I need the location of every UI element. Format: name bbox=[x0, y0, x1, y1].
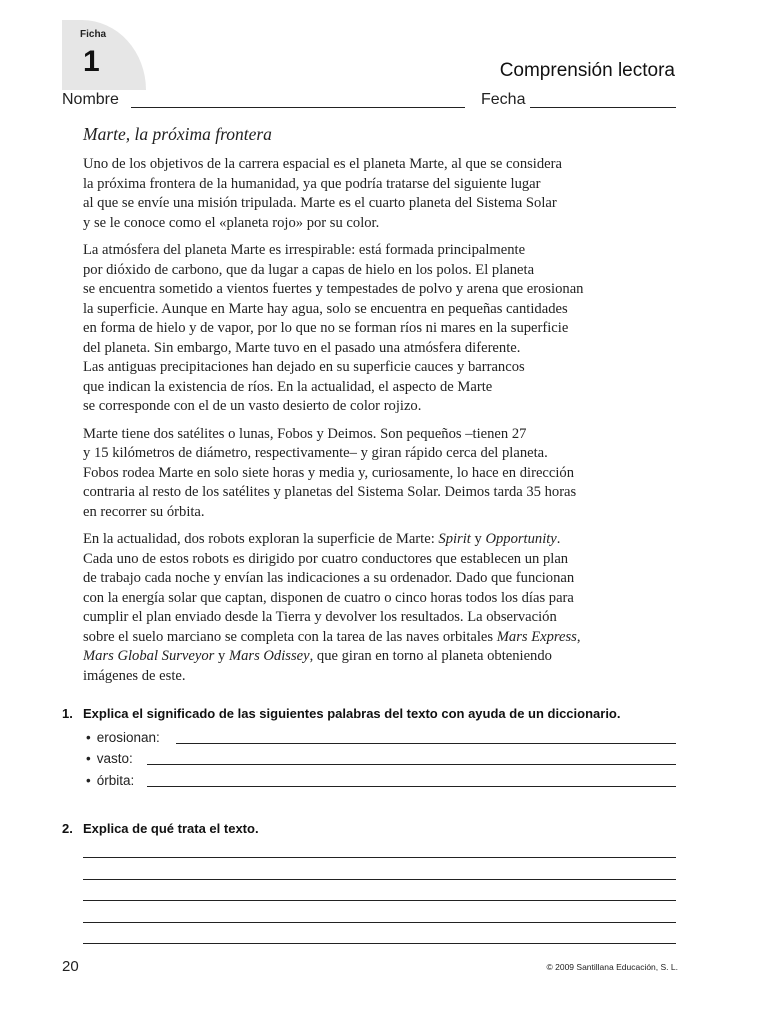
question-1-number: 1. bbox=[62, 706, 73, 721]
bullet-icon: • bbox=[86, 773, 91, 788]
p4-mars-express: Mars Express bbox=[496, 628, 577, 645]
answer-line[interactable] bbox=[83, 922, 676, 923]
p4-mars-odissey: Mars Odissey bbox=[228, 648, 310, 664]
reading-text bbox=[83, 124, 628, 694]
p4-opportunity: Opportunity bbox=[485, 531, 557, 547]
p4-text-3: . Cada uno de estos robots es dirigido por cuatro conductores que establecen un plan de trabajo cada noche y envían las indicaciones a su ordenador. Dado que funcionan con la energía solar que captan, disponen de cuatro o cinco horas todos los días para cumplir el plan enviado desde la Tierra y devolver los resultados. La observación sobre el suelo marciano se completa con la tarea de las naves orbitales bbox=[83, 531, 575, 645]
p4-text-6: , que giran en torno al planeta obteniendo imágenes de este. bbox=[83, 648, 552, 684]
sheet-tab-label: Ficha bbox=[80, 29, 107, 40]
question-2-text: Explica de qué trata el texto. bbox=[83, 821, 259, 836]
answer-line[interactable] bbox=[83, 879, 676, 880]
answer-line-erosionan[interactable] bbox=[176, 743, 676, 744]
date-field-line[interactable] bbox=[530, 107, 676, 108]
p4-text-4: , bbox=[576, 628, 581, 645]
reading-paragraph-2: La atmósfera del planeta Marte es irrespirable: está formada principalmente por dióxido de carbono, que da lugar a capas de hielo en los polos. El planeta se encuentra sometido a vientos fuertes y tempestades de polvo y arena que erosionan la superficie. Aunque en Marte hay agua, solo se encuentra en pequeñas cantidades en forma de hielo y de vapor, por lo que no se forman ríos ni mares en la superficie del planeta. Sin embargo, Marte tuvo en el pasado una atmósfera diferente. Las antiguas precipitaciones han dejado en su superficie cauces y barrancos que indican la existencia de ríos. En la actualidad, el aspecto de Marte se corresponde con el de un vasto desierto de color rojizo. bbox=[83, 242, 584, 414]
p4-text-2: y bbox=[470, 531, 486, 547]
p4-mars-global-surveyor: Mars Global Surveyor bbox=[83, 648, 215, 664]
p4-spirit: Spirit bbox=[438, 531, 471, 547]
reading-title: Marte, la próxima frontera bbox=[83, 124, 272, 144]
sheet-number: 1 bbox=[83, 45, 100, 78]
question-2-number: 2. bbox=[62, 821, 73, 836]
answer-line-orbita[interactable] bbox=[147, 786, 676, 787]
page-number: 20 bbox=[62, 958, 79, 975]
bullet-icon: • bbox=[86, 751, 91, 766]
name-label: Nombre bbox=[62, 91, 119, 108]
word-label: órbita: bbox=[96, 773, 135, 788]
word-erosionan bbox=[86, 730, 160, 745]
word-orbita bbox=[86, 773, 134, 788]
bullet-icon: • bbox=[86, 730, 91, 745]
answer-line[interactable] bbox=[83, 857, 676, 858]
page-title: Comprensión lectora bbox=[499, 60, 675, 81]
name-field-line[interactable] bbox=[131, 107, 465, 108]
answer-line[interactable] bbox=[83, 943, 676, 944]
copyright-notice: © 2009 Santillana Educación, S. L. bbox=[546, 962, 678, 972]
reading-paragraph-4 bbox=[83, 530, 628, 686]
word-label: vasto: bbox=[96, 751, 133, 766]
word-vasto bbox=[86, 751, 133, 766]
word-label: erosionan: bbox=[96, 730, 160, 745]
answer-line[interactable] bbox=[83, 900, 676, 901]
p4-text-5: y bbox=[214, 648, 229, 664]
p4-text-1: En la actualidad, dos robots exploran la superficie de Marte: bbox=[83, 531, 439, 547]
question-1-text: Explica el significado de las siguientes palabras del texto con ayuda de un diccionario. bbox=[83, 706, 621, 721]
reading-paragraph-3: Marte tiene dos satélites o lunas, Fobos y Deimos. Son pequeños –tienen 27 y 15 kilómetros de diámetro, respectivamente– y giran rápido cerca del planeta. Fobos rodea Marte en solo siete horas y media y, curiosamente, lo hace en dirección contraria al resto de los satélites y planetas del Sistema Solar. Deimos tarda 35 horas en recorrer su órbita. bbox=[83, 425, 577, 520]
date-label: Fecha bbox=[481, 91, 526, 108]
answer-line-vasto[interactable] bbox=[147, 764, 676, 765]
reading-paragraph-1: Uno de los objetivos de la carrera espacial es el planeta Marte, al que se considera la próxima frontera de la humanidad, ya que podría tratarse del siguiente lugar al que se envíe una misión tripulada. Marte es el cuarto planeta del Sistema Solar y se le conoce como el «planeta rojo» por su color. bbox=[83, 156, 562, 231]
